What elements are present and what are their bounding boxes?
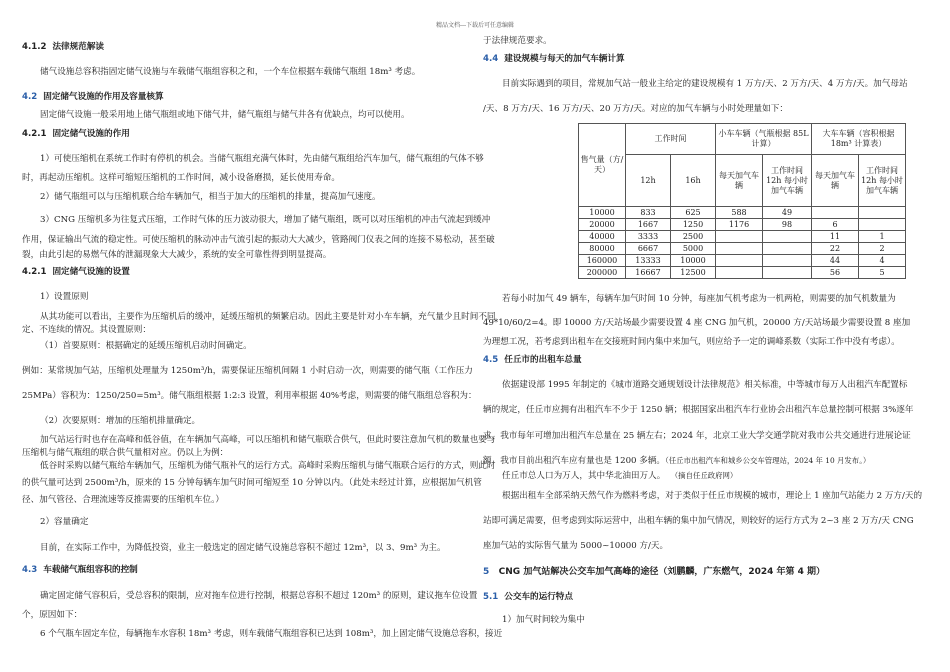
table-cell: 56	[812, 267, 859, 279]
text-run: 额，我市目前出租汽车应有量也是 1200 多辆。	[483, 456, 666, 466]
table-cell: 10000	[671, 255, 716, 267]
paragraph: 例如：某常规加气站，压缩机处理量为 1250m³/h，需要保证压缩机间隔 1 小时启动一次，则需要的储气瓶（工作压力	[22, 366, 473, 376]
section-number: 4.4	[483, 54, 499, 64]
section-number: 4.1.2	[22, 42, 47, 52]
table-cell: 588	[716, 207, 763, 219]
section-number: 4.3	[22, 565, 38, 575]
section-4-2-1b-heading	[22, 268, 130, 277]
paragraph: 作用，保证输出气流的稳定性。可使压缩机的脉动冲击气流引起的振动大大减少，管路阀门仪表之间的连接不易松动，甚至破	[22, 235, 495, 245]
paragraph: 6 个气瓶车固定车位，每辆拖车水容积 18m³ 考虑，则车载储气瓶组容积已达到 108m³，加上固定储气设施总容积，接近	[40, 629, 503, 639]
table-cell	[716, 255, 763, 267]
paragraph: 根据出租车全部采纳天然气作为燃料考虑，对于类似于任丘市规模的城市，理论上 1 座加气站能力 2 万方/天的	[502, 491, 923, 501]
section-title: CNG 加气站解决公交车加气高峰的途径（刘鹏麟，广东燃气，2024 年第 4 期）	[498, 567, 826, 577]
paragraph: 于法律规范要求。	[483, 36, 552, 46]
table-cell: 6667	[626, 243, 671, 255]
table-cell: 1667	[626, 219, 671, 231]
table-cell	[763, 231, 812, 243]
section-number: 4.2	[22, 92, 38, 102]
header-small-vehicles: 小车车辆（气瓶根据 85L 计算）	[716, 124, 812, 155]
paragraph: 站即可满足需要，但考虑到实际运营中，出租车辆的集中加气情况，则较好的运行方式为 2~3 座 2 万方/天 CNG	[483, 516, 914, 526]
paragraph: 3）CNG 压缩机多为往复式压缩，工作时气体的压力波动很大，增加了储气瓶组，既可以对压缩机的冲击气流起到缓冲	[40, 215, 491, 225]
paragraph: 固定储气设施一般采用地上储气瓶组或地下储气井，储气瓶组与储气井各有优缺点，均可以使用。	[40, 110, 410, 120]
header-work-time: 工作时间	[626, 124, 716, 155]
section-4-3-heading	[22, 566, 138, 575]
paragraph: （2）次要原则：增加的压缩机排量确定。	[40, 416, 201, 426]
header-12h: 12h	[626, 155, 671, 207]
paragraph: 加气站运行时也存在高峰和低谷值，在车辆加气高峰，可以压缩机和储气瓶联合供气，但此时要注意加气机的数量也要与	[40, 435, 496, 445]
section-title: 任丘市的出租车总量	[504, 355, 582, 365]
section-number: 5.1	[483, 592, 499, 602]
paragraph: /天、8 万方/天、16 万方/天、20 万方/天。对应的加气车辆与小时处理量如下：	[483, 104, 788, 114]
paragraph: 若每小时加气 49 辆车，每辆车加气时间 10 分钟，每座加气机考虑为一机两枪，则需要的加气机数量为	[502, 294, 896, 304]
paragraph: 1）加气时间较为集中	[502, 615, 585, 625]
table-cell: 160000	[579, 255, 626, 267]
paragraph: 目前，在实际工作中，为降低投资，业主一般选定的固定储气设施总容积不超过 12m³，以 3、9m³ 为主。	[40, 543, 446, 553]
table-cell: 22	[812, 243, 859, 255]
table-cell	[859, 219, 906, 231]
table-row	[579, 207, 906, 219]
paragraph: 低谷时采购以储气瓶给车辆加气，压缩机为储气瓶补气的运行方式。高峰时采购压缩机与储气瓶联合运行的方式，则此时	[40, 461, 496, 471]
paragraph	[502, 472, 737, 481]
table-cell: 98	[763, 219, 812, 231]
table-cell: 11	[812, 231, 859, 243]
citation: （摘自任丘政府网）	[670, 471, 738, 480]
table-cell	[859, 207, 906, 219]
section-title: 固定储气设施的作用	[52, 129, 130, 139]
section-number: 5	[483, 567, 490, 577]
header-16h: 16h	[671, 155, 716, 207]
table-cell: 625	[671, 207, 716, 219]
table-cell: 6	[812, 219, 859, 231]
table-cell	[716, 231, 763, 243]
table-cell: 5000	[671, 243, 716, 255]
section-4-2-heading	[22, 93, 164, 102]
section-4-5-heading	[483, 356, 582, 365]
table-row	[579, 231, 906, 243]
table-cell: 13333	[626, 255, 671, 267]
table-cell: 44	[812, 255, 859, 267]
paragraph: 为理想工况，若考虑到出租车在交接班时间内集中来加气，则应给予一定的调峰系数（实际工作中没有考虑）。	[483, 337, 900, 347]
section-4-4-heading	[483, 55, 625, 64]
table-cell	[763, 255, 812, 267]
header-large-hourly: 工作时间 12h 每小时加气车辆	[859, 155, 906, 207]
section-number: 4.5	[483, 355, 499, 365]
table-row	[579, 267, 906, 279]
section-title: 车载储气瓶组容积的控制	[43, 565, 138, 575]
paragraph: 定、不连续的情况。其设置原则：	[22, 325, 151, 335]
text-run: 任丘市总人口为万人，其中华北油田万人。	[502, 471, 666, 481]
table-cell: 1176	[716, 219, 763, 231]
table-cell	[716, 267, 763, 279]
page-header: 精品文档---下载后可任意编辑	[435, 22, 515, 29]
table-cell: 2	[859, 243, 906, 255]
table-cell	[763, 267, 812, 279]
paragraph: 25MPa）容积为：1250/250=5m³。储气瓶组根据 1:2:3 设置，利用率根据 40%考虑，则需要的储气瓶组总容积为：	[22, 391, 477, 401]
section-number: 4.2.1	[22, 129, 47, 139]
paragraph: 49*10/60/2=4。即 10000 方/天站场最少需要设置 4 座 CNG 加气机，20000 方/天站场最少需要设置 8 座加	[483, 318, 911, 328]
paragraph	[483, 457, 870, 466]
table-cell	[763, 243, 812, 255]
paragraph: （1）首要原则：根据确定的延缓压缩机启动时间确定。	[40, 341, 252, 351]
section-title: 建设规模与每天的加气车辆计算	[504, 54, 625, 64]
table-cell: 1250	[671, 219, 716, 231]
section-title: 固定储气设施的设置	[52, 267, 130, 277]
section-4-1-2-heading	[22, 43, 104, 52]
section-5-1-heading	[483, 593, 573, 602]
paragraph: 1）可使压缩机在系统工作时有停机的机会。当储气瓶组充满气体时，先由储气瓶组给汽车加气，储气瓶组的气体不够	[40, 154, 484, 164]
table-cell: 40000	[579, 231, 626, 243]
paragraph: 确定固定储气容积后，受总容积的限制，应对拖车位进行控制，根据总容积不超过 120m³ 的原则，建议拖车位设置	[40, 591, 478, 601]
table-cell: 12500	[671, 267, 716, 279]
paragraph: 时，再起动压缩机。这样可缩短压缩机的工作时间，减小设备磨损，延长使用寿命。	[22, 173, 340, 183]
header-small-daily: 每天加气车辆	[716, 155, 763, 207]
table-cell: 200000	[579, 267, 626, 279]
paragraph: 的供气量可达到 2500m³/h，原来的 15 分钟每辆车加气时间可缩短至 10 分钟以内。（此处未经过计算，应根据加气机管	[22, 478, 482, 488]
section-title: 公交车的运行特点	[504, 592, 573, 602]
table-cell: 4	[859, 255, 906, 267]
table-row	[579, 243, 906, 255]
table-cell: 49	[763, 207, 812, 219]
section-5-heading	[483, 568, 825, 577]
table-cell: 5	[859, 267, 906, 279]
paragraph: 个，原因如下：	[22, 610, 83, 620]
paragraph: 座加气站的实际售气量为 5000~10000 方/天。	[483, 541, 669, 551]
section-4-2-1-heading	[22, 130, 130, 139]
header-small-hourly: 工作时间 12h 每小时加气车辆	[763, 155, 812, 207]
header-sales-volume: 售气量（方/天）	[579, 124, 626, 207]
table-cell: 2500	[671, 231, 716, 243]
citation: （任丘市出租汽车和城乡公交车管理站，2024 年 10 月发布。）	[665, 456, 871, 465]
table-cell: 16667	[626, 267, 671, 279]
table-cell: 1	[859, 231, 906, 243]
table-cell: 833	[626, 207, 671, 219]
paragraph: 求，我市每年可增加出租汽车总量在 25 辆左右；2024 年，北京工业大学交通学院对我市公共交通进行进展论证	[483, 431, 911, 441]
table-cell: 20000	[579, 219, 626, 231]
table-cell: 80000	[579, 243, 626, 255]
paragraph: 2）储气瓶组可以与压缩机联合给车辆加气，相当于加大的压缩机的排量，提高加气速度。	[40, 192, 381, 202]
paragraph: 裂，由此引起的易燃气体的泄漏现象大大减少，系统的安全可靠性得到明显提高。	[22, 250, 332, 260]
table-cell: 10000	[579, 207, 626, 219]
header-large-daily: 每天加气车辆	[812, 155, 859, 207]
paragraph: 目前实际遇到的项目，常规加气站一般业主给定的建设规模有 1 万方/天、2 万方/天、4 万方/天。加气母站	[502, 79, 908, 89]
section-number: 4.2.1	[22, 267, 47, 277]
table-cell: 3333	[626, 231, 671, 243]
paragraph: 径、加气管径、合理流速等反推需要的压缩机车位。）	[22, 495, 224, 505]
paragraph: 2）容量确定	[40, 517, 89, 527]
table-cell	[812, 207, 859, 219]
table-row	[579, 255, 906, 267]
section-title: 固定储气设施的作用及容量核算	[43, 92, 164, 102]
vehicle-refueling-table	[578, 123, 906, 279]
paragraph: 从其功能可以看出，主要作为压缩机后的缓冲，延缓压缩机的频繁启动。因此主要是针对小车车辆，充气量少且时间不同	[40, 312, 496, 322]
section-title: 法律规范解读	[52, 42, 105, 52]
paragraph: 辆的规定，任丘市应拥有出租汽车不少于 1250 辆；根据国家出租汽车行业协会出租汽车总量控制可根据 3%逐年	[483, 405, 914, 415]
paragraph: 储气设施总容积指固定储气设施与车载储气瓶组容积之和，一个车位根据车载储气瓶组 18m³ 考虑。	[40, 67, 421, 77]
paragraph: 1）设置原则	[40, 292, 89, 302]
paragraph: 压缩机与储气瓶组的联合供气量相对应。仍以上为例：	[22, 448, 229, 458]
table-cell	[716, 243, 763, 255]
table-body	[579, 207, 906, 279]
paragraph: 依据建设部 1995 年制定的《城市道路交通规划设计法律规范》相关标准，中等城市每万人出租汽车配置标	[502, 380, 908, 390]
table-row	[579, 219, 906, 231]
header-large-vehicles: 大车车辆（容积根据 18m³ 计算表）	[812, 124, 906, 155]
